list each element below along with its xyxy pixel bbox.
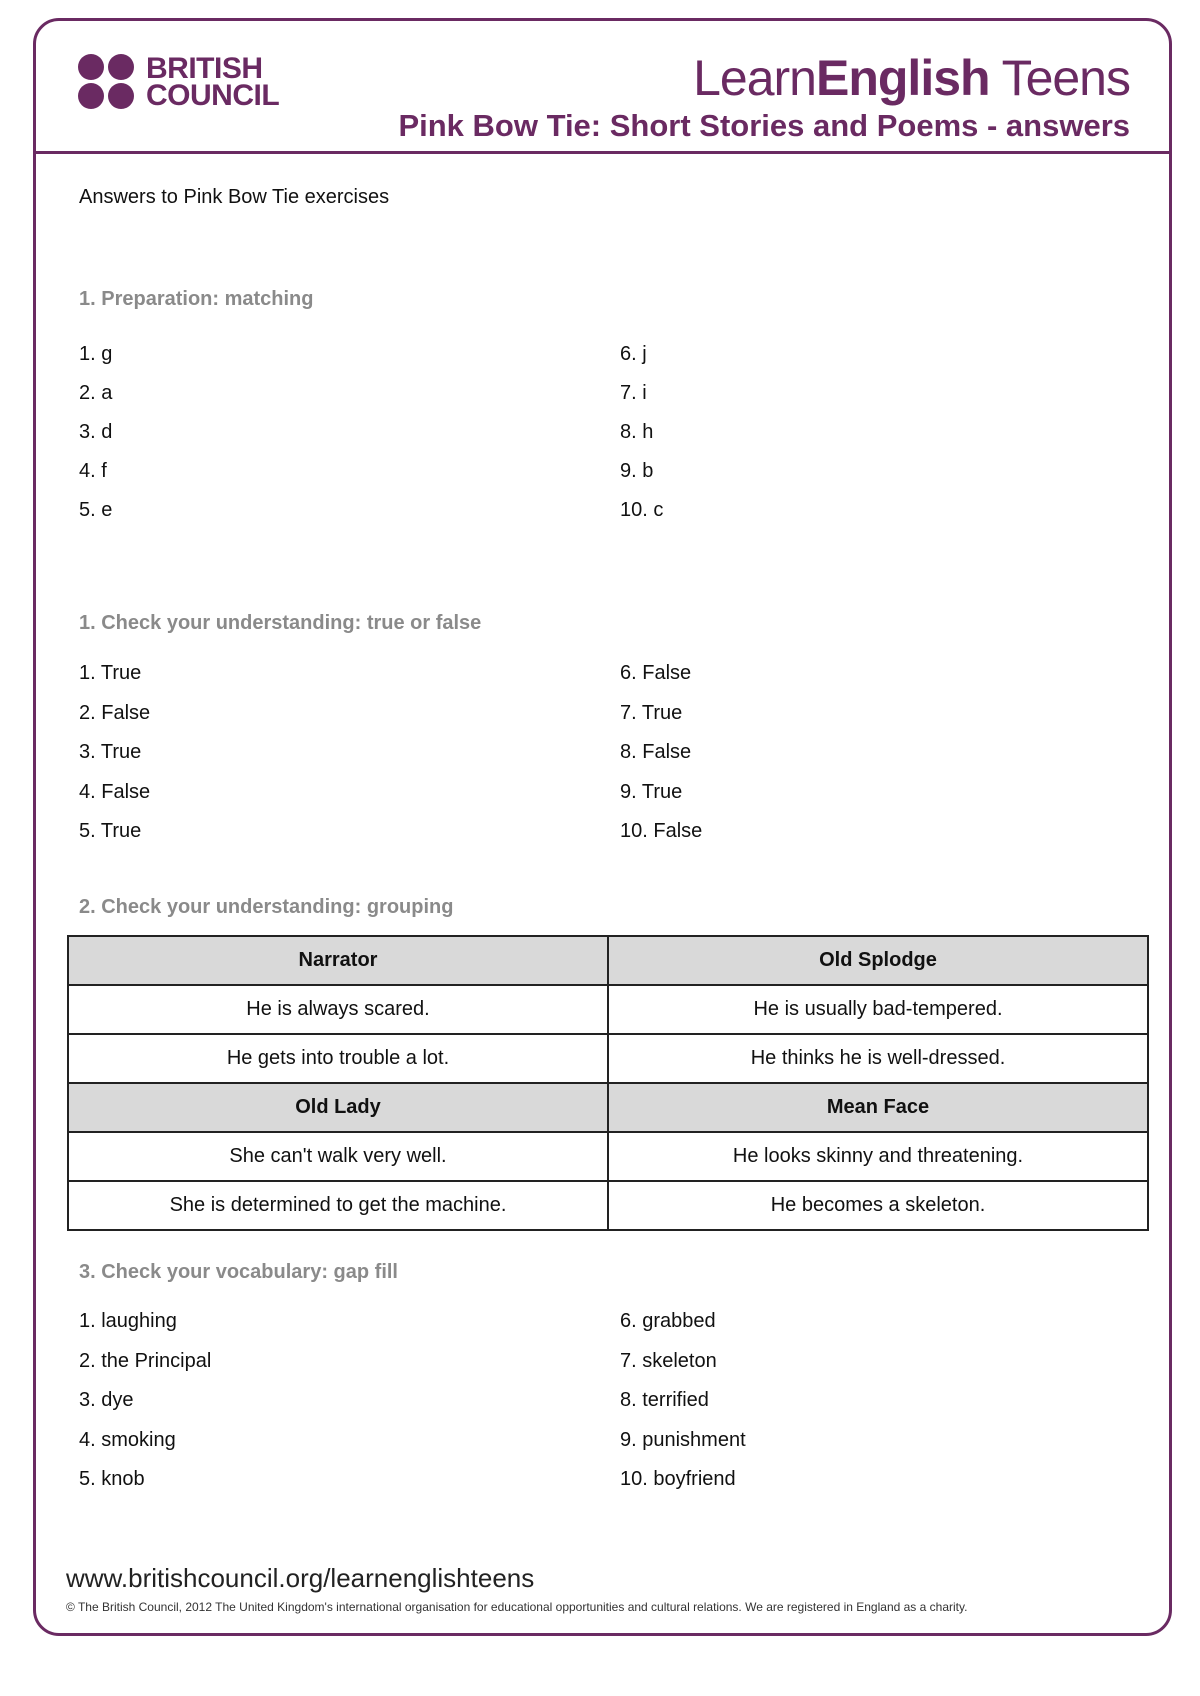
answer-item: 3. d bbox=[79, 421, 113, 443]
answer-item: 7. True bbox=[620, 701, 683, 724]
table-header-cell: Narrator bbox=[68, 936, 608, 985]
footer-copyright: © The British Council, 2012 The United Kingdom's international organisation for educational opportunities and cultural relations. We are registered in England as a charity. bbox=[66, 1600, 968, 1614]
answer-item: 1. True bbox=[79, 662, 142, 684]
table-cell: He looks skinny and threatening. bbox=[608, 1132, 1148, 1181]
table-header-cell: Old Lady bbox=[68, 1083, 608, 1132]
table-cell: He gets into trouble a lot. bbox=[68, 1034, 608, 1083]
table-cell: He is usually bad-tempered. bbox=[608, 985, 1148, 1034]
table-header-cell: Old Splodge bbox=[608, 936, 1148, 985]
table-cell: He becomes a skeleton. bbox=[608, 1181, 1148, 1230]
answer-item: 4. f bbox=[79, 460, 107, 482]
table-row bbox=[68, 936, 1148, 985]
brand-line-2: COUNCIL bbox=[146, 79, 280, 112]
grouping-table bbox=[67, 935, 1149, 1231]
table-cell: He thinks he is well-dressed. bbox=[608, 1034, 1148, 1083]
table-cell: She is determined to get the machine. bbox=[68, 1181, 608, 1230]
answer-item: 6. j bbox=[620, 343, 647, 365]
answer-item: 2. a bbox=[79, 382, 113, 404]
brand-line-1: BRITISH bbox=[146, 52, 263, 85]
answer-item: 8. terrified bbox=[620, 1389, 709, 1411]
header-divider bbox=[33, 151, 1172, 154]
british-council-logo bbox=[78, 54, 279, 110]
section-title-grouping: 2. Check your understanding: grouping bbox=[79, 896, 454, 918]
answer-item: 3. dye bbox=[79, 1389, 134, 1411]
footer-url[interactable]: www.britishcouncil.org/learnenglishteens bbox=[66, 1563, 535, 1593]
answer-item: 9. punishment bbox=[620, 1428, 746, 1451]
answer-item: 8. False bbox=[620, 741, 692, 763]
answer-item: 2. the Principal bbox=[79, 1349, 212, 1372]
learnenglish-teens-logo: LearnEnglish Teens bbox=[693, 50, 1130, 106]
answer-item: 6. False bbox=[620, 662, 692, 684]
answer-item: 1. g bbox=[79, 343, 113, 365]
section-title-matching: 1. Preparation: matching bbox=[79, 288, 314, 310]
answer-item: 6. grabbed bbox=[620, 1310, 716, 1332]
table-header-cell: Mean Face bbox=[608, 1083, 1148, 1132]
answer-item: 9. b bbox=[620, 460, 654, 482]
answer-item: 10. c bbox=[620, 499, 664, 521]
table-row bbox=[68, 1132, 1148, 1181]
answer-item: 8. h bbox=[620, 421, 654, 443]
intro-text: Answers to Pink Bow Tie exercises bbox=[79, 186, 390, 208]
answer-item: 7. i bbox=[620, 382, 647, 404]
answer-item: 7. skeleton bbox=[620, 1349, 717, 1372]
answer-item: 3. True bbox=[79, 741, 142, 763]
answer-item: 1. laughing bbox=[79, 1310, 177, 1332]
answer-item: 4. False bbox=[79, 780, 151, 803]
table-row bbox=[68, 1181, 1148, 1230]
table-row bbox=[68, 1034, 1148, 1083]
answer-item: 5. True bbox=[79, 820, 142, 842]
answer-item: 4. smoking bbox=[79, 1428, 176, 1451]
page-frame bbox=[33, 18, 1172, 1636]
section-title-true-false: 1. Check your understanding: true or false bbox=[79, 612, 482, 634]
answer-item: 5. e bbox=[79, 499, 113, 521]
table-row bbox=[68, 1083, 1148, 1132]
answer-item: 10. boyfriend bbox=[620, 1468, 736, 1490]
document-title: Pink Bow Tie: Short Stories and Poems - answers bbox=[398, 108, 1130, 143]
table-cell: She can't walk very well. bbox=[68, 1132, 608, 1181]
answer-item: 5. knob bbox=[79, 1468, 145, 1490]
answer-item: 10. False bbox=[620, 820, 703, 842]
table-cell: He is always scared. bbox=[68, 985, 608, 1034]
section-title-gap-fill: 3. Check your vocabulary: gap fill bbox=[79, 1261, 398, 1283]
british-council-dots-icon bbox=[78, 54, 136, 110]
table-row bbox=[68, 985, 1148, 1034]
answer-item: 2. False bbox=[79, 701, 151, 724]
answer-item: 9. True bbox=[620, 780, 683, 803]
